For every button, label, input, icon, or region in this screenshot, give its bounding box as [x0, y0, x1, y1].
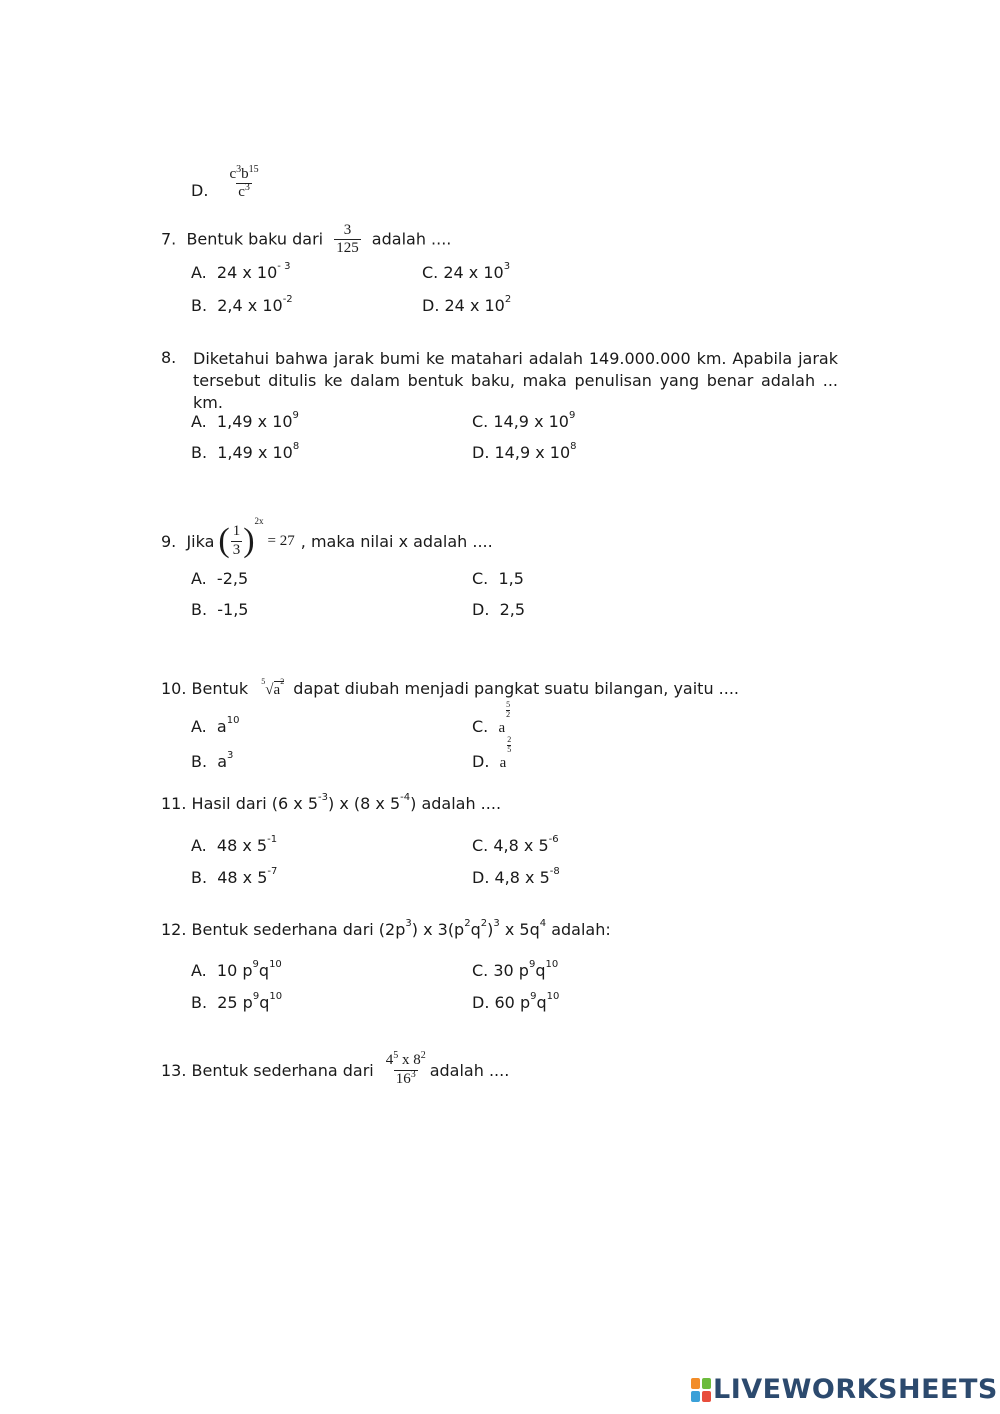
q6-option-d: [191, 166, 267, 202]
right-paren: ): [243, 522, 255, 559]
q8-option-b[interactable]: B. 1,49 x $10^8$: [191, 441, 300, 462]
q6-option-d-fraction: $\frac{c^3b^{15}}{c^3}$: [229, 164, 259, 201]
q10-option-a[interactable]: A. $a^{10}$: [191, 715, 240, 736]
question-number: 13.: [161, 1060, 187, 1080]
question-number: 8.: [161, 348, 177, 367]
q9-option-c[interactable]: C. 1,5: [472, 569, 524, 588]
q11-option-a[interactable]: A. 48 x $5^{-1}$: [191, 834, 278, 855]
q9-option-d[interactable]: D. 2,5: [472, 600, 526, 619]
option-label: D.: [191, 181, 209, 201]
q11-option-c[interactable]: C. 4,8 x $5^{-6}$: [472, 834, 559, 855]
q10-c-exponent-fraction: $\frac{5}{2}$: [506, 700, 511, 719]
q8-option-d[interactable]: D. 14,9 x $10^8$: [472, 441, 577, 462]
logo-icon: [691, 1378, 711, 1402]
q8-option-a[interactable]: A. 1,49 x $10^9$: [191, 410, 299, 431]
q12-option-a[interactable]: A. 10 $p^9q^{10}$: [191, 959, 282, 980]
q12-option-c[interactable]: C. 30 $p^9q^{10}$: [472, 959, 559, 980]
q7-stem: 7. Bentuk baku dari $\frac{3}{125}$ adalah ....: [161, 222, 452, 257]
question-number: 9.: [161, 531, 177, 551]
q11-stem: 11. Hasil dari (6 x $5^{-3}$) x (8 x $5^{-4}$) adalah ....: [161, 792, 502, 813]
q12-option-b[interactable]: B. 25 $p^9q^{10}$: [191, 991, 283, 1012]
question-number: 10.: [161, 679, 187, 698]
q9-option-b[interactable]: B. -1,5: [191, 600, 249, 619]
q13-fraction: $\frac{4^5 x 8^2}{16^3}$: [385, 1050, 426, 1087]
q7-option-a[interactable]: A. 24 x $10^{- 3}$: [191, 261, 291, 282]
q7-option-b[interactable]: B. 2,4 x $10^{-2}$: [191, 294, 293, 315]
q12-stem: 12. Bentuk sederhana dari $(2p^3)$ x $3(p^2q^2)^3$ x $5q^4$ adalah:: [161, 918, 611, 939]
logo-text: LIVEWORKSHEETS: [713, 1374, 998, 1405]
q10-d-exponent-fraction: $\frac{2}{5}$: [507, 735, 512, 754]
liveworksheets-logo: [691, 1374, 998, 1405]
q9-stem: 9. Jika ( $\frac{1}{3}$ ) 2x = 27 , maka nilai x adalah ....: [161, 516, 493, 559]
q9-exponent: 2x: [254, 516, 264, 526]
q7-fraction: $\frac{3}{125}$: [336, 222, 359, 257]
q10-option-b[interactable]: B. $a^3$: [191, 750, 234, 771]
q11-option-b[interactable]: B. 48 x $5^{-7}$: [191, 866, 278, 887]
question-number: 7.: [161, 229, 177, 249]
q10-stem: 10. Bentuk $^5√a^2$ dapat diubah menjadi pangkat suatu bilangan, yaitu ....: [161, 677, 740, 698]
q8-stem: Diketahui bahwa jarak bumi ke matahari adalah 149.000.000 km. Apabila jarak tersebut ditulis ke dalam bentuk baku, maka penulisan yang benar adalah ... km.: [193, 349, 838, 412]
q10-option-c[interactable]: C. a $\frac{5}{2}$: [472, 700, 511, 736]
q7-option-c[interactable]: C. 24 x $10^3$: [422, 261, 511, 282]
q10-option-d[interactable]: D. a $\frac{2}{5}$: [472, 735, 512, 771]
q12-option-d[interactable]: D. 60 $p^9q^{10}$: [472, 991, 560, 1012]
question-number: 11.: [161, 794, 187, 813]
left-paren: (: [218, 522, 230, 559]
q13-stem: 13. Bentuk sederhana dari $\frac{4^5 x 8^2}{16^3}$ adalah ....: [161, 1050, 510, 1087]
q7-option-d[interactable]: D. 24 x $10^2$: [422, 294, 512, 315]
question-number: 12.: [161, 920, 187, 939]
q9-fraction: $\frac{1}{3}$: [232, 523, 241, 558]
q10-root: $^5√a^2$: [261, 677, 285, 698]
q8-option-c[interactable]: C. 14,9 x $10^9$: [472, 410, 576, 431]
q11-option-d[interactable]: D. 4,8 x $5^{-8}$: [472, 866, 560, 887]
q9-option-a[interactable]: A. -2,5: [191, 569, 249, 588]
